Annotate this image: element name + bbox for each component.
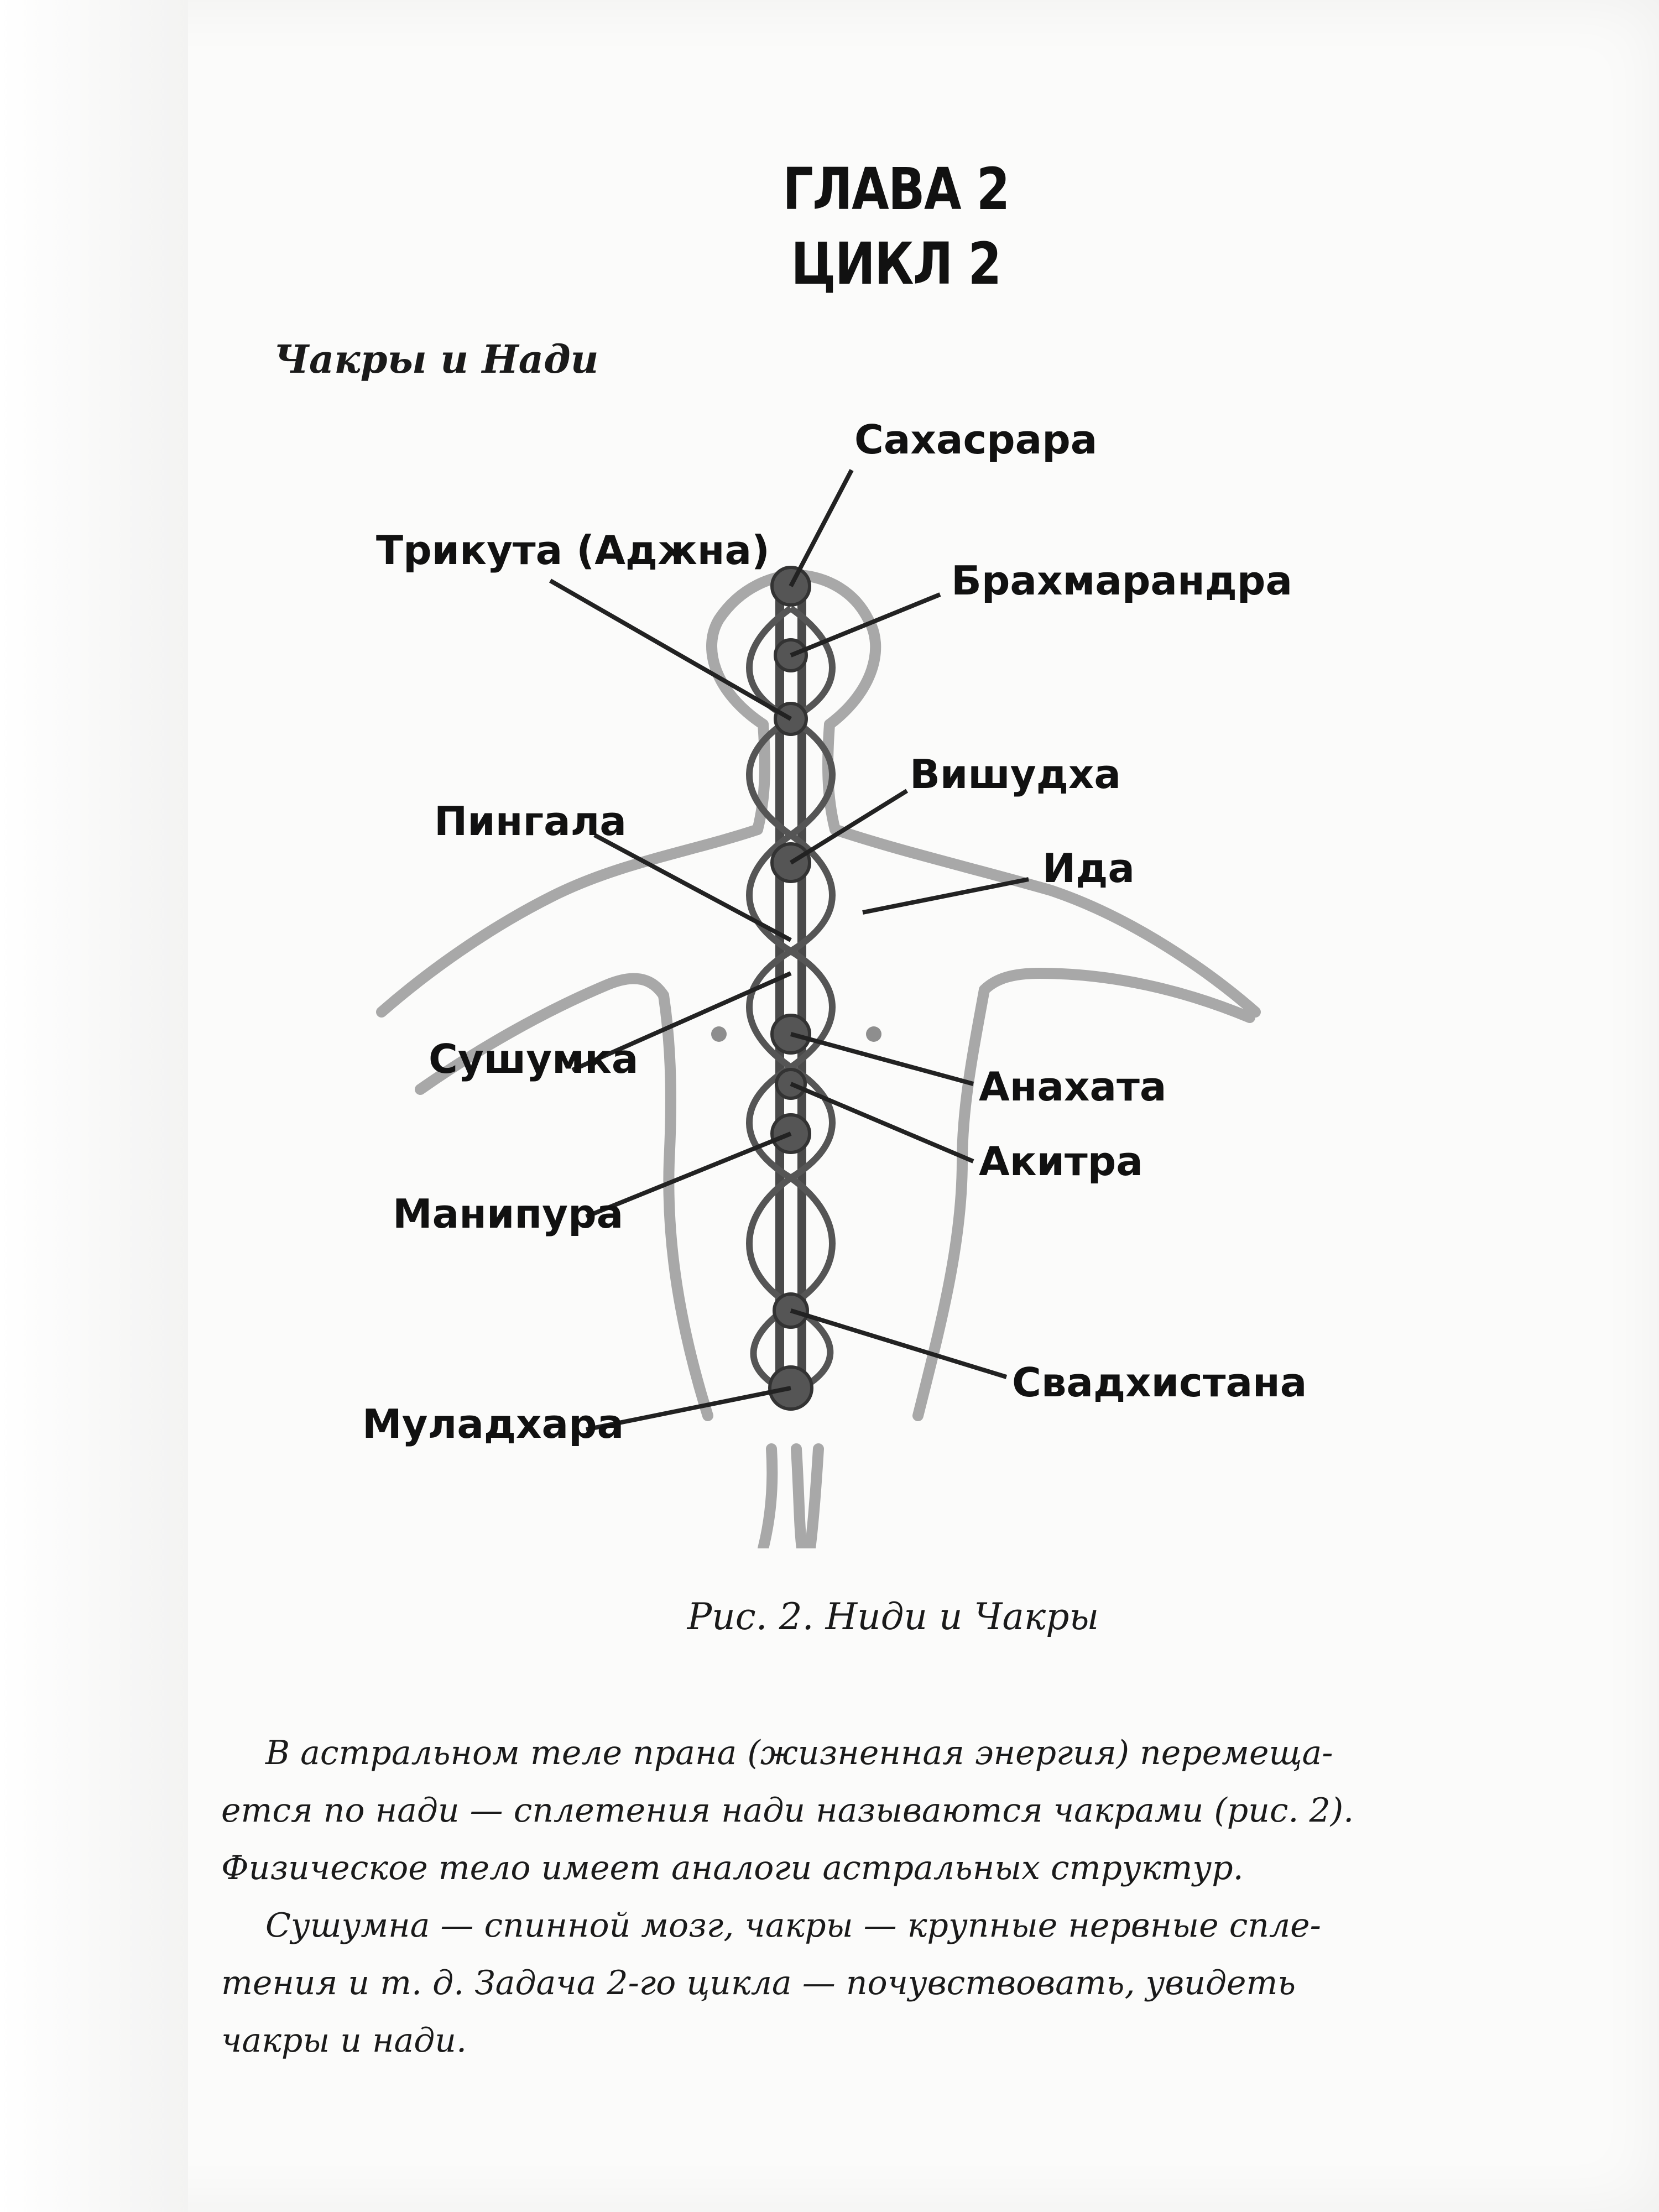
left-nipple [711,1026,727,1042]
paragraph-1-line-1: В астральном теле прана (жизненная энергия) перемеща- [265,1734,1333,1772]
paragraph-2-line-2: тения и т. д. Задача 2-го цикла — почувствовать, увидеть [221,1964,1296,2002]
chapter-heading: ГЛАВА 2 [782,155,1009,223]
right-nipple [866,1026,881,1042]
label-muladhara: Муладхара [362,1401,624,1447]
label-anahata: Анахата [979,1063,1167,1110]
label-vishuddha: Вишудха [910,751,1121,797]
cycle-heading: ЦИКЛ 2 [791,230,1001,298]
paragraph-1-line-2: ется по нади — сплетения нади называются чакрами (рис. 2). [221,1791,1354,1830]
paragraph-2-line-3: чакры и нади. [221,2021,467,2060]
label-sushumna: Сушумка [429,1036,639,1082]
paragraph-1 [221,1724,1399,1897]
label-sahasrara: Сахасрара [854,416,1098,463]
label-akitra: Акитра [979,1138,1143,1185]
paragraph-2 [221,1897,1399,2069]
label-pingala: Пингала [434,798,627,844]
section-title: Чакры и Нади [274,336,599,382]
paragraph-2-line-1: Сушумна — спинной мозг, чакры — крупные нервные спле- [265,1906,1321,1945]
paragraph-1-line-3: Физическое тело имеет аналоги астральных структур. [221,1849,1244,1887]
label-svadhisthana: Свадхистана [1012,1359,1307,1406]
label-trikuta: Трикута (Аджна) [376,527,770,573]
label-manipura: Манипура [393,1191,624,1237]
manipura-point [772,1115,810,1152]
label-brahmarandhra: Брахмарандра [951,557,1293,604]
label-ida: Ида [1042,845,1135,891]
figure-caption: Рис. 2. Ниди и Чакры [687,1595,1099,1638]
